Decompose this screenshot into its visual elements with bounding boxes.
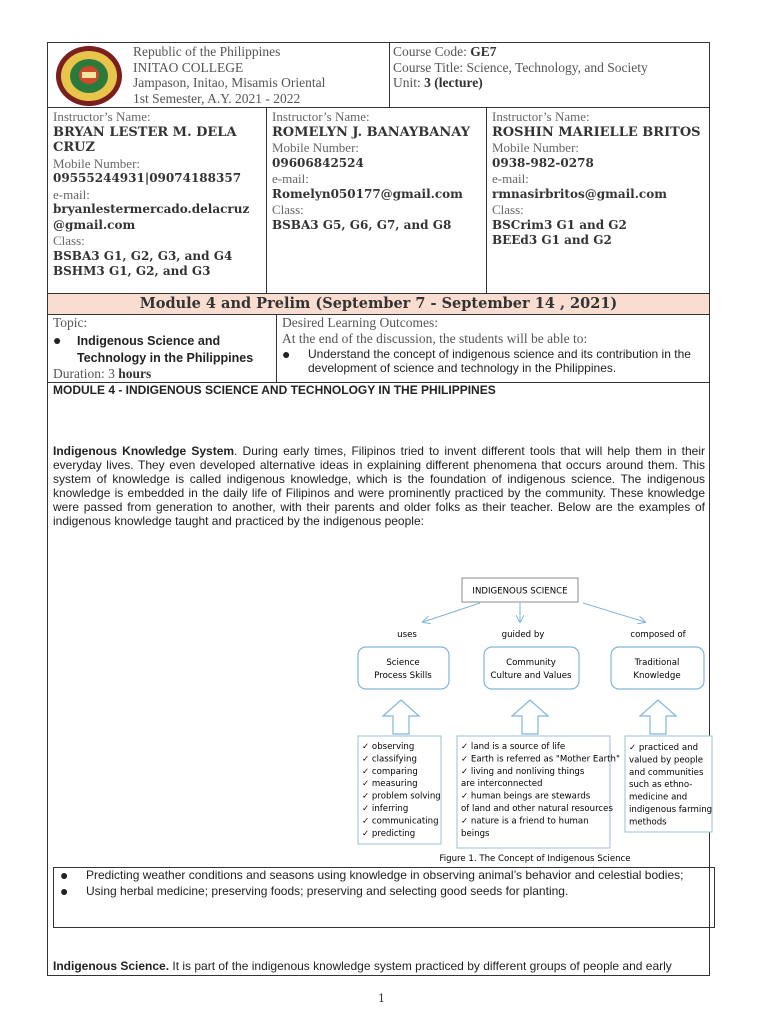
- mobile-label: Mobile Number:: [492, 140, 580, 155]
- instructor-class: BSHM3 G1, G2, and G3: [53, 264, 211, 278]
- college-address: Jampason, Initao, Misamis Oriental: [133, 75, 326, 90]
- class-label: Class:: [492, 202, 524, 217]
- unit-type: (lecture): [434, 75, 483, 90]
- edge-arrow: [583, 603, 645, 622]
- college-seal-icon: [52, 44, 126, 108]
- module-banner: Module 4 and Prelim (September 7 - September 14 , 2021): [47, 293, 710, 315]
- list-item: ✓ inferring: [362, 804, 409, 814]
- outcomes-intro: At the end of the discussion, the students will be able to:: [282, 330, 588, 346]
- class-label: Class:: [272, 202, 304, 217]
- instructor-class: BEEd3 G1 and G2: [492, 233, 612, 247]
- mobile-label: Mobile Number:: [272, 140, 360, 155]
- edge-label-uses: uses: [397, 630, 417, 640]
- course-code-label: Course Code:: [393, 44, 467, 59]
- instructor-class: BSCrim3 G1 and G2: [492, 217, 627, 232]
- list-item: ✓ measuring: [362, 779, 418, 790]
- list-item: are interconnected: [461, 779, 543, 790]
- topic: Topic: ● Indigenous Science and Technology in the Philippines Duration: 3 hours: [53, 315, 275, 381]
- figure-caption: Figure 1. The Concept of Indigenous Science: [439, 854, 631, 864]
- duration-label: Duration:: [53, 365, 105, 381]
- up-arrow-2: [512, 700, 548, 734]
- instructor-1: [53, 109, 261, 280]
- mobile-label: Mobile Number:: [53, 155, 141, 171]
- concept-diagram: [355, 576, 715, 866]
- list-box-1: [358, 736, 441, 844]
- list-item: ✓ observing: [362, 742, 415, 752]
- email-label: e-mail:: [492, 171, 529, 186]
- list-item: medicine and: [629, 792, 688, 803]
- up-arrow-3: [640, 700, 676, 734]
- instructor-label: Instructor’s Name:: [492, 109, 590, 124]
- list-item: ✓ human beings are stewards: [461, 791, 591, 802]
- semester-line: 1st Semester, A.Y. 2021 - 2022: [133, 90, 301, 106]
- instructor-mobile: 09606842524: [272, 155, 364, 170]
- node-culture-values-l2: Culture and Values: [490, 671, 572, 681]
- outcomes-label: Desired Learning Outcomes:: [282, 315, 438, 330]
- list-item: ✓ practiced and: [629, 743, 699, 753]
- list-item: valued by people: [629, 755, 704, 766]
- list-item: ✓ classifying: [362, 754, 417, 765]
- list-item: ✓ land is a source of life: [461, 742, 566, 752]
- examples-list: ● Predicting weather conditions and seasons using knowledge in observing animal’s behavior and celestial bodies; ● Using herbal medicine; preserving foods; preserving and selecting good seeds for planting.: [60, 867, 684, 899]
- node-process-skills: [358, 647, 449, 689]
- example-item: Predicting weather conditions and seasons using knowledge in observing animal’s behavior and celestial bodies;: [86, 868, 684, 882]
- iks-term: Indigenous Knowledge System: [53, 444, 235, 458]
- list-item: indigenous farming: [629, 805, 713, 815]
- instructor-email[interactable]: rmnasirbritos@gmail.com: [492, 186, 667, 201]
- list-item: methods: [629, 817, 667, 828]
- example-item: Using herbal medicine; preserving foods; preserving and selecting good seeds for planting.: [86, 884, 569, 898]
- list-item: ✓ nature is a friend to human: [461, 816, 589, 827]
- republic-line: Republic of the Philippines: [133, 44, 281, 59]
- course-info: [393, 44, 708, 91]
- list-item: beings: [461, 828, 490, 839]
- iks-paragraph: [53, 444, 705, 528]
- instructor-name: ROSHIN MARIELLE BRITOS: [492, 124, 701, 140]
- node-traditional-knowledge: [611, 647, 704, 689]
- module-title: MODULE 4 - INDIGENOUS SCIENCE AND TECHNOLOGY IN THE PHILIPPINES: [53, 383, 496, 397]
- class-label: Class:: [53, 233, 85, 248]
- instructor-label: Instructor’s Name:: [53, 109, 151, 124]
- college-name: INITAO COLLEGE: [133, 59, 244, 75]
- list-item: of land and other natural resources: [461, 804, 613, 814]
- list-item: ✓ problem solving: [362, 791, 441, 802]
- unit-label: Unit:: [393, 75, 421, 90]
- is-text: It is part of the indigenous knowledge system practiced by different groups of people and early: [169, 959, 672, 973]
- list-item: ✓ living and nonliving things: [461, 766, 585, 777]
- instructor-email[interactable]: Romelyn050177@gmail.com: [272, 186, 463, 201]
- course-title: Science, Technology, and Society: [466, 59, 648, 75]
- list-item: ✓ Earth is referred as "Mother Earth": [461, 754, 620, 765]
- edge-label-composed-of: composed of: [630, 630, 686, 640]
- node-culture-values-l1: Community: [506, 658, 556, 668]
- unit-num: 3: [424, 75, 431, 90]
- instructor-class: BSBA3 G1, G2, G3, and G4: [53, 248, 233, 263]
- node-traditional-knowledge-l2: Knowledge: [633, 671, 681, 681]
- list-item: and communities: [629, 767, 704, 778]
- instructor-name: BRYAN LESTER M. DELA CRUZ: [53, 124, 237, 155]
- outcomes: Desired Learning Outcomes: At the end of the discussion, the students will be able to: ● Understand the concept of indigenous science and its contribution in the development of science and technology in the Philippines.: [282, 315, 706, 375]
- is-term: Indigenous Science.: [53, 959, 170, 973]
- email-label: e-mail:: [53, 186, 90, 202]
- course-code: GE7: [470, 44, 497, 59]
- list-item: ✓ predicting: [362, 828, 416, 839]
- node-traditional-knowledge-l1: Traditional: [634, 658, 680, 668]
- list-item: ✓ comparing: [362, 766, 418, 777]
- outcome-item: Understand the concept of indigenous science and its contribution in the development of science and technology in the Philippines.: [308, 347, 691, 375]
- node-process-skills-l2: Process Skills: [374, 671, 432, 681]
- instructor-mobile: 0938-982-0278: [492, 155, 594, 170]
- instructor-class: BSBA3 G5, G6, G7, and G8: [272, 217, 452, 232]
- duration-unit: hours: [118, 365, 152, 381]
- node-process-skills-l1: Science: [386, 658, 420, 668]
- list-item: such as ethno-: [629, 780, 693, 791]
- edge-arrow: [423, 603, 480, 622]
- topic-item: Indigenous Science and Technology in the Philippines: [77, 333, 254, 365]
- root-node-label: INDIGENOUS SCIENCE: [472, 586, 568, 597]
- instructor-3: [492, 109, 706, 249]
- node-culture-values: [484, 647, 579, 689]
- page-number: 1: [378, 992, 385, 1005]
- email-label: e-mail:: [272, 171, 309, 186]
- course-title-label: Course Title:: [393, 59, 464, 75]
- instructor-label: Instructor’s Name:: [272, 109, 370, 124]
- instructor-name: ROMELYN J. BANAYBANAY: [272, 124, 470, 140]
- instructor-email[interactable]: bryanlestermercado.delacruz@gmail.com: [53, 202, 250, 232]
- up-arrow-1: [383, 700, 419, 734]
- list-item: ✓ communicating: [362, 816, 439, 827]
- is-paragraph: [53, 959, 708, 973]
- instructor-2: [272, 109, 484, 233]
- iks-text: . During early times, Filipinos tried to invent different tools that will help them in their everyday lives. They even developed alternative ideas in explaining different phenomena that occurs around them. This system of knowledge is called indigenous knowledge, which is the foundation of indigenous science. The indigenous knowledge is embedded in the daily life of Filipinos and were prominently practiced by the community. These knowledge were passed from generation to another, with their parents and older folks as their teacher. Below are the examples of indigenous knowledge taught and practiced by the indigenous people:: [53, 444, 705, 528]
- instructor-mobile: 09555244931|09074188357: [53, 171, 242, 185]
- topic-label: Topic:: [53, 315, 88, 330]
- edge-label-guided-by: guided by: [501, 630, 545, 640]
- duration-num: 3: [108, 365, 115, 381]
- school-info: [133, 44, 388, 106]
